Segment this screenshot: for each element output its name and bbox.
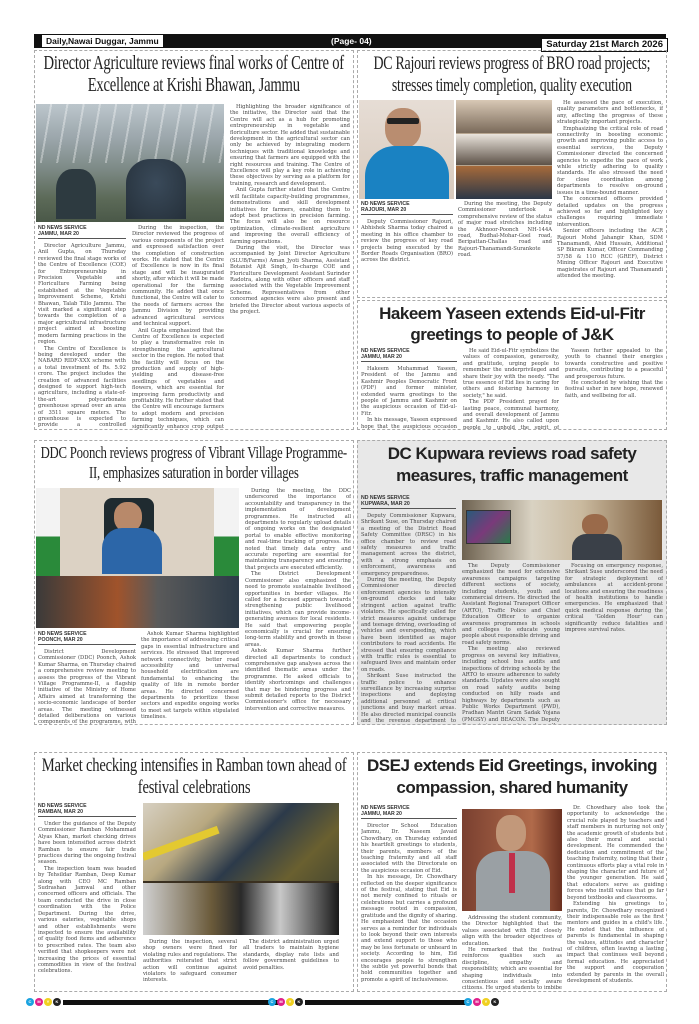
- dateline: KUPWARA, MAR 20: [361, 501, 410, 507]
- photo-dc-rajouri: [359, 100, 454, 199]
- paragraph: Director School Education Jammu, Dr. Naseem Javaid Chowdhary, on Thursday extended his heartfelt greetings to students, their parents, members of the teaching fraternity and all staff associated with the Directorate on the auspicious occasion of Eid.: [361, 823, 457, 874]
- paragraph: Deputy Commissioner Rajouri, Abhishek Sharma today chaired a meeting in his office chamber to review the progress of key road projects being executed by the Border Roads Organisation (BRO) across the district.: [361, 219, 453, 264]
- body-col-2: [143, 939, 237, 991]
- byline: [361, 805, 457, 819]
- paragraph: He concluded by wishing that the festival usher in new hope, renewed faith, and wellbeing for all.: [565, 380, 663, 399]
- dateline: RAMBAN, MAR 20: [38, 809, 83, 815]
- paragraph: He remarked that the festival reinforces qualities such as discipline, empathy and responsibility, which are essential for shaping individuals into conscientious and socially aware citizens. He urged students to imbibe: [462, 947, 562, 991]
- paragraph: Deputy Commissioner Kupwara, Shrikant Suse, on Thursday chaired a meeting of the District Road Safety Committee (DRSC) in his office chamber to review road safety measures and traffic management across the district, with a strong emphasis on enforcement, awareness and emergency preparedness.: [361, 513, 456, 577]
- paragraph: The PDF President prayed for lasting peace, communal harmony, and overall development of Jammu and Kashmir. He also called upon people to uphold the spirit of: [463, 399, 559, 430]
- headline: DDC Poonch reviews progress of Vibrant Village Programme-II, emphasizes saturation in border villages: [40, 443, 347, 482]
- dateline: POONCH, MAR 20: [38, 637, 83, 643]
- article-dc-kupwara: [357, 440, 667, 725]
- cyan-reg-mark: C: [464, 998, 472, 1006]
- body-col-2: [141, 631, 239, 724]
- magenta-reg-mark: M: [473, 998, 481, 1006]
- paragraph: Extending his greetings to parents, Dr. Chowdhary recognized their indispensable role as the first mentors and guides in a child's life. He noted that the influence of parents is fundamental in shaping the values, attitudes and character of children, often leaving a lasting impact that continues well beyond formal education. He appreciated the support and cooperation extended by parents in the overall development of students.: [567, 901, 664, 984]
- magenta-reg-mark: M: [35, 998, 43, 1006]
- body-col-1: [38, 803, 136, 991]
- paragraph: Emphasizing the critical role of road connectivity in boosting economic growth and improving public access to essential services, the Deputy Commissioner directed the concerned agencies to expedite the pace of work while strictly adhering to quality standards. He also stressed the need for close coordination among departments to resolve on-ground issues in a time-bound manner.: [557, 125, 663, 196]
- body-col-1: [38, 225, 126, 429]
- paragraph: Ashok Kumar Sharma highlighted the importance of addressing critical gaps in essential infrastructure and services. He stressed that improved network connectivity, better road accessibility and universal household electrification are fundamental to enhancing the quality of life in remote border areas. He directed concerned departments to prioritize these sectors and expedite ongoing works to meet set targets within stipulated timelines.: [141, 631, 239, 721]
- headline: DC Kupwara reviews road safety measures, traffic management: [387, 444, 637, 485]
- news-service: ND NEWS SERVICE: [361, 201, 410, 207]
- page-number: (Page- 04): [331, 36, 372, 46]
- byline: [38, 225, 126, 239]
- registration-strip: [26, 998, 668, 1006]
- headline: Director Agriculture reviews final works of Centre of Excellence at Krishi Bhawan, Jammu: [43, 53, 344, 96]
- photo-director-school-education: [462, 809, 562, 911]
- paragraph: Under the guidance of the Deputy Commissioner Ramban Mohammad Alyas Khan, market checking drives have been intensified across district Ramban to ensure fair trade practices during the ongoing festival season.: [38, 821, 136, 866]
- photo-meeting-collage: [456, 100, 552, 199]
- body-col-1: [361, 805, 457, 991]
- masthead-bar: [34, 34, 666, 48]
- paragraph: Focusing on emergency response, Shrikant Suse underscored the need for strategic deployment of ambulances at accident-prone locations and ensuring the readiness of health institutions to handle emergencies. He emphasized that quick medical response during the critical 'Golden Hour' can significantly reduce fatalities and improve survival rates.: [565, 563, 663, 634]
- body-col-3: [565, 563, 663, 724]
- paragraph: Shrikant Suse instructed the traffic police to enhance surveillance by increasing surprise inspections and deploying additional personnel at critical junctions and busy market areas. He also directed municipal councils and the revenue department to: [361, 673, 456, 724]
- registration-bar: [63, 1000, 283, 1005]
- body-col-3: [567, 805, 664, 991]
- photo-greenhouse: [36, 104, 224, 222]
- paragraph: During the meeting, the DDC underscored the importance of accountability and transparency in the implementation of development programmes. He instructed all departments to regularly upload details of ongoing works on the designated portal to enable effective monitoring and real-time tracking of progress. He noted that timely data entry and accurate reporting are essential for maintaining transparency and ensuring that projects are executed efficiently.: [245, 488, 351, 571]
- paragraph: In his message, Yaseen expressed hope that the auspicious occasion: [361, 417, 457, 430]
- article-agriculture: [34, 50, 354, 430]
- black-reg-mark: K: [491, 998, 499, 1006]
- paragraph: The Centre of Excellence is being developed under the NABARD RIDF-XXX scheme with a total investment of Rs. 5.92 crore. The project includes the creation of advanced facilities designed to support high-tech agriculture, including a state-of-the-art polycarbonate greenhouse spread over an area of 3511 square meters. The greenhouse is expected to provide a controlled: [38, 345, 126, 429]
- paragraph: Anil Gupta further stated that the Centre will facilitate capacity-building programmes, demonstrations and skill development initiatives for farmers, enabling them to adopt best practices in precision farming. The focus will also be on resource optimization, climate-resilient agriculture and improving the overall efficiency of farming operations.: [230, 187, 350, 245]
- paragraph: The concerned officers provided detailed updates on the progress achieved so far and highlighted key challenges requiring immediate intervention.: [557, 196, 663, 228]
- byline: [361, 201, 453, 215]
- dateline: RAJOURI, MAR 20: [361, 207, 407, 213]
- yellow-reg-mark: Y: [44, 998, 52, 1006]
- paragraph: The inspection team was headed by Tehsildar Ramban, Deep Kumar along with CEO MC Ramban Sudrashan Jamwal and other concerned officers and officials. The team conducted the drive in close coordination with the Police Department. During the drive, various eateries, vegetable shops and other establishments were inspected to ensure the availability of quality food items and adherence to prescribed rates. The team also verified that shopkeepers were not increasing the prices of essential commodities in view of the festival celebrations.: [38, 865, 136, 975]
- paragraph: Senior officers including the ACR Rajouri Mohd Jahangir Khan, SDM Thanamandi, Abid Hussain, Additional SP Bikram Kumar, Officer Commanding 57/58 & 110 RCC (GREF), District Mining Officer Rajouri and Executive magistrates of Rajouri and Thanamandi attended the meeting.: [557, 228, 663, 279]
- article-hakeem-yaseen: [357, 300, 667, 430]
- black-reg-mark: K: [53, 998, 61, 1006]
- byline: [361, 348, 457, 362]
- byline: [38, 631, 136, 645]
- article-rajouri: [357, 50, 667, 298]
- article-dsej-eid: [357, 752, 667, 992]
- paragraph: Addressing the student community, the Director highlighted that the values associated with Eid closely align with the broader objectives of education.: [462, 915, 562, 947]
- body-col-2: [462, 563, 560, 724]
- body-col-1: [361, 201, 453, 297]
- paragraph: During the inspection, the Director reviewed the progress of various components of the project and expressed satisfaction over the completion of construction works. He stated that the Centre of Excellence is now in its final stage and will be inaugurated shortly, after which it will be made operational for the farming community. He added that once functional, the Centre will cater to the needs of farmers across the Jammu Division by providing advanced agricultural services and technical support.: [132, 225, 224, 328]
- yellow-reg-mark: Y: [286, 998, 294, 1006]
- paragraph: In his message, Dr. Chowdhary reflected on the deeper significance of the festival, stating that Eid is not merely confined to rituals or celebrations but carries a profound message rooted in compassion, gratitude and the dignity of sharing. He emphasized that the occasion serves as a reminder for individuals to look beyond their own interests and extend support to those who may be less fortunate or unheard in society. According to him, Eid encourages people to strengthen the subtle yet powerful bonds that hold communities together and promote a spirit of inclusiveness.: [361, 874, 457, 983]
- body-col-2: [458, 201, 552, 297]
- body-col-3: [243, 939, 339, 991]
- issue-date: Saturday 21st March 2026: [541, 38, 668, 52]
- body-col-3: [565, 348, 663, 430]
- paragraph: During the inspection, several shop owners were fined for violating rules and regulations. The authorities reiterated that strict action will continue against violators to safeguard consumer interests.: [143, 939, 237, 984]
- dateline: JAMMU, MAR 20: [361, 811, 402, 817]
- body-col-3: [230, 104, 350, 429]
- cyan-reg-mark: C: [26, 998, 34, 1006]
- paragraph: District Development Commissioner (DDC) Poonch, Ashok Kumar Sharma, on Thursday chaired a comprehensive review meeting to assess the progress of the Vibrant Village Programme-II, a flagship initiative of the Ministry of Home Affairs aimed at transforming the socio-economic landscape of border areas. The meeting witnessed detailed deliberations on various components of the programme, with: [38, 649, 136, 724]
- photo-dc-kupwara: [462, 500, 662, 560]
- paragraph: During the meeting, the Deputy Commissioner directed enforcement agencies to intensify on-ground checks and take stringent action against traffic violators. He specifically called for strict measures against underage and teenage driving, overloading of vehicles and overspeeding, which have been identified as major contributors to road accidents. He stressed that ensuring compliance with traffic rules is essential to safeguard lives and maintain order on roads.: [361, 577, 456, 673]
- paragraph: The meeting also reviewed progress on several key initiatives, including school bus audits and inspections of driving schools by the ARTO to ensure adherence to safety standards. Updates were also sought on road safety audits being conducted on hilly roads and highways by departments such as Public Works Department (PWD), Pradhan Mantri Gram Sadak Yojana (PMGSY) and BEACON. The Deputy: [462, 646, 560, 723]
- registration-bar: [305, 1000, 470, 1005]
- paragraph: During the meeting, the Deputy Commissioner undertook a comprehensive review of the status of major road stretches including the Akhnoor-Poonch NH-144A road, Budhal-Mohar-Goel road, Beripattan-Challas road and Rajouri-Thanamandi-Surankote road.: [458, 201, 552, 259]
- paragraph: Anil Gupta emphasized that the Centre of Excellence is expected to play a transformative role in strengthening the agricultural sector in the region. He noted that the facility will focus on the production and supply of high-yielding and disease-free seedlings of vegetables and flowers, which are essential for improving farm productivity and profitability. He further stated that the Centre will encourage farmers to adopt modern and precision farming techniques, which can significantly enhance crop output: [132, 327, 224, 429]
- headline: Hakeem Yaseen extends Eid-ul-Fitr greetings to people of J&K: [379, 304, 645, 344]
- article-ddc-poonch: [34, 440, 354, 725]
- body-col-1: [38, 631, 136, 724]
- body-col-2: [463, 348, 559, 430]
- byline: [361, 495, 456, 509]
- news-service: ND NEWS SERVICE: [361, 495, 410, 501]
- paragraph: Yaseen further appealed to the youth to channel their energies towards constructive and positive pursuits, contributing to a peaceful and prosperous future.: [565, 348, 663, 380]
- paragraph: Director Agriculture Jammu, Anil Gupta, on Thursday reviewed the final stage works of the Centre of Excellence (COE) for Entrepreneurship in Precision Vegetable and Floriculture Farming being established at the Vegetable Improvement Scheme, Krishi Bhawan, Talab Tillo Jammu. The visit marked a significant step towards the completion of a major agricultural infrastructure project aimed at boosting modern farming practices in the region.: [38, 243, 126, 346]
- article-ramban-market: [34, 752, 354, 992]
- headline: DC Rajouri reviews progress of BRO road projects; stresses timely completion, quality execution: [373, 54, 651, 96]
- photo-ddc-meeting: [36, 488, 239, 628]
- body-col-1: [361, 495, 456, 724]
- body-col-2: [462, 915, 562, 991]
- body-col-3: [557, 100, 663, 297]
- paragraph: The district administration urged all traders to maintain hygiene standards, display rate lists and follow government guidelines to avoid penalties.: [243, 939, 339, 971]
- byline: [38, 803, 136, 817]
- body-col-1: [361, 348, 457, 430]
- magenta-reg-mark: M: [277, 998, 285, 1006]
- paragraph: The District Development Commissioner also emphasized the need to promote sustainable livelihood opportunities in border villages. He called for a focused approach towards strengthening public livelihood initiatives, which can provide income-generating avenues for local residents. He said that empowering people economically is crucial for ensuring long-term stability and growth in these areas.: [245, 571, 351, 648]
- paragraph: Hakeem Muhammad Yaseen, President of the Jammu and Kashmir Peoples Democratic Front (PDF) and former minister, extended warm greetings to the people of Jammu and Kashmir on the auspicious occasion of Eid-ul-Fitr.: [361, 366, 457, 417]
- cyan-reg-mark: C: [268, 998, 276, 1006]
- photo-market-inspection: [143, 803, 339, 935]
- dateline: JAMMU, MAR 20: [361, 354, 402, 360]
- headline: DSEJ extends Eid Greetings, invoking compassion, shared humanity: [367, 756, 657, 797]
- body-col-2: [132, 225, 224, 429]
- paragraph: During the visit, the Director was accompanied by Joint Director Agriculture (SLUB/Farms) Aman Jyoti Sharma, Assistant Botanist Ajit Singh, In-charge COE and Floriculture Development Assistant Surinder Radotra, along with other officers and staff associated with the Vegetable Improvement Scheme. Representatives from other concerned agencies were also present and briefed the Director about various aspects of the project.: [230, 244, 350, 315]
- paragraph: He said Eid-ul-Fitr symbolizes the values of compassion, generosity, and gratitude, urging people to remember the underprivileged and share their joy with the needy. "The true essence of Eid lies in caring for others and fostering harmony in society," he said.: [463, 348, 559, 399]
- yellow-reg-mark: Y: [482, 998, 490, 1006]
- body-col-3: [245, 488, 351, 724]
- news-service: ND NEWS SERVICE: [38, 631, 87, 637]
- paragraph: He assessed the pace of execution, quality parameters and bottlenecks, if any, affecting the progress of these strategically important projects.: [557, 100, 663, 126]
- news-service: ND NEWS SERVICE: [361, 805, 410, 811]
- news-service: ND NEWS SERVICE: [38, 225, 87, 231]
- paragraph: Dr. Chowdhary also took the opportunity to acknowledge the crucial role played by teachers and staff members in nurturing not only the academic growth of students but also their moral and social development. He commended the dedication and commitment of the teaching fraternity, noting that their continuous efforts play a vital role in shaping the character and future of the younger generation. He said that educators serve as guiding forces who instill values that go far beyond textbooks and classrooms.: [567, 805, 664, 901]
- news-service: ND NEWS SERVICE: [361, 348, 410, 354]
- news-service: ND NEWS SERVICE: [38, 803, 87, 809]
- paragraph: Highlighting the broader significance of the initiative, the Director said that the Centre will act as a hub for promoting entrepreneurship in vegetable and floriculture sector. He added that sustainable development in the agricultural sector can only be achieved by integrating modern techniques with traditional knowledge and ensuring that farmers are equipped with the right resources and training. The Centre of Excellence will play a key role in achieving these objectives by serving as a platform for training, research and development.: [230, 104, 350, 187]
- dateline: JAMMU, MAR 20: [38, 231, 79, 237]
- black-reg-mark: K: [295, 998, 303, 1006]
- headline: Market checking intensifies in Ramban town ahead of festival celebrations: [41, 755, 347, 798]
- paper-name: Daily,Nawai Duggar, Jammu: [42, 35, 163, 47]
- paragraph: The Deputy Commissioner emphasized the need for extensive awareness campaigns targeting different sections of society, including students, youth and commercial drivers. He directed the Assistant Regional Transport Officer (ARTO), Traffic Police and Chief Education Officer to organize awareness programmes in schools and colleges to educate young people about responsible driving and road safety norms.: [462, 563, 560, 646]
- paragraph: Ashok Kumar Sharma further directed all departments to conduct comprehensive gap analyses across the identified thematic areas under the programme. He asked officials to identify shortcomings and challenges that may be hindering progress and submit detailed reports to the District Commissioner's office for necessary intervention and corrective measures.: [245, 648, 351, 712]
